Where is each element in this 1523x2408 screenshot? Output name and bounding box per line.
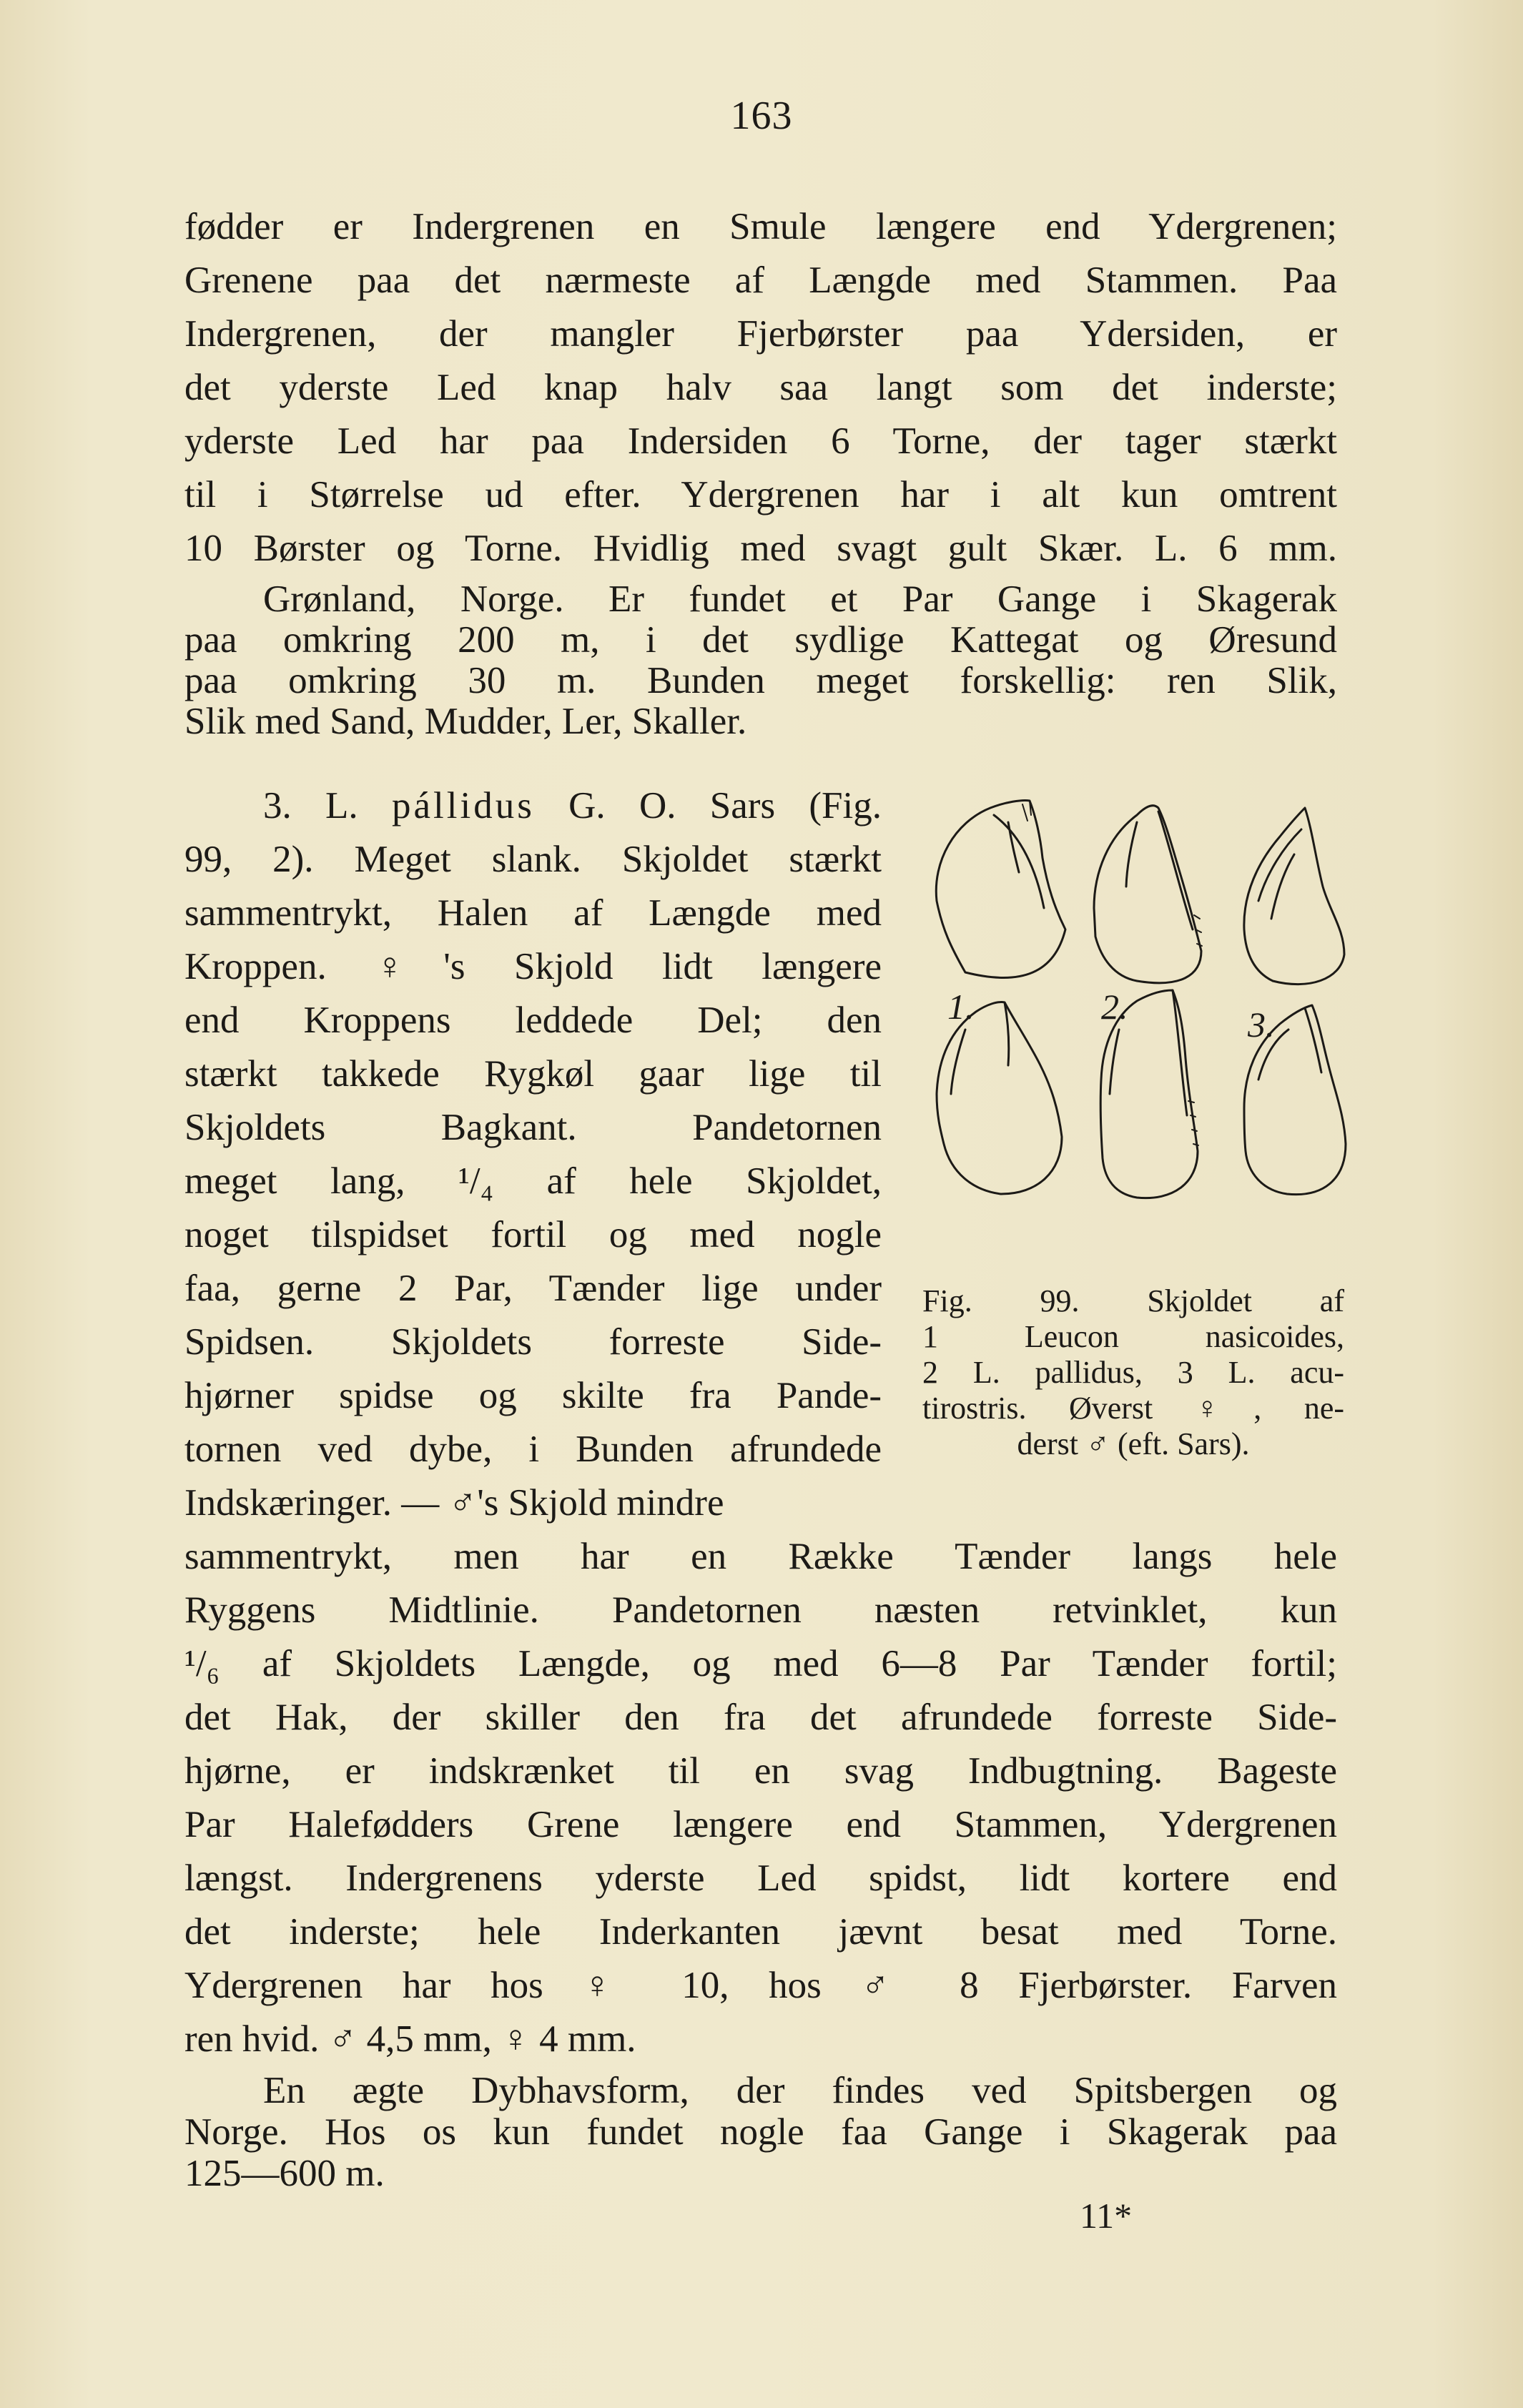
text-line: yderste Led har paa Indersiden 6 Torne, der tager stærkt bbox=[184, 420, 1337, 462]
species-number: 3. L. bbox=[263, 785, 358, 826]
text-line: end Kroppens leddede Del; den bbox=[184, 1000, 882, 1041]
text-line: Grenene paa det nærmeste af Længde med Stammen. Paa bbox=[184, 260, 1337, 301]
paragraph-4 bbox=[184, 2070, 1337, 2194]
caption-line: Fig. 99. Skjoldet af bbox=[922, 1283, 1344, 1318]
text-line: 10 Børster og Torne. Hvidlig med svagt gult Skær. L. 6 mm. bbox=[184, 528, 1337, 569]
text-line: Slik med Sand, Mudder, Ler, Skaller. bbox=[184, 701, 747, 742]
text-line: meget lang, ¹/₄ af hele Skjoldet, bbox=[184, 1160, 882, 1202]
figure-label-3: 3. bbox=[1248, 1005, 1275, 1045]
paragraph-3-continued bbox=[184, 1530, 1337, 2066]
text-line: ¹/₆ af Skjoldets Længde, og med 6—8 Par Tænder fortil; bbox=[184, 1643, 1337, 1684]
text-line: fødder er Indergrenen en Smule længere end Ydergrenen; bbox=[184, 206, 1337, 247]
text-line: paa omkring 200 m, i det sydlige Kattegat og Øresund bbox=[184, 619, 1337, 661]
figure-caption bbox=[922, 1283, 1344, 1462]
paragraph-3-narrow bbox=[184, 779, 882, 1530]
carapace-2-female bbox=[1094, 806, 1202, 983]
text-line: Grønland, Norge. Er fundet et Par Gange i Skagerak bbox=[263, 578, 1337, 620]
text-line: En ægte Dybhavsform, der findes ved Spitsbergen og bbox=[263, 2070, 1337, 2111]
text-line: noget tilspidset fortil og med nogle bbox=[184, 1214, 882, 1255]
text-line: til i Størrelse ud efter. Ydergrenen har i alt kun omtrent bbox=[184, 474, 1337, 515]
species-heading bbox=[184, 779, 882, 833]
text-line: faa, gerne 2 Par, Tænder lige under bbox=[184, 1268, 882, 1309]
text-line: det yderste Led knap halv saa langt som det inderste; bbox=[184, 367, 1337, 408]
text-line: Indskæringer. — ♂'s Skjold mindre bbox=[184, 1482, 724, 1524]
text-line: sammentrykt, Halen af Længde med bbox=[184, 892, 882, 934]
text-line: ren hvid. ♂ 4,5 mm, ♀ 4 mm. bbox=[184, 2018, 636, 2060]
signature-mark: 11* bbox=[1080, 2196, 1133, 2236]
text-line: det inderste; hele Inderkanten jævnt besat med Torne. bbox=[184, 1911, 1337, 1953]
text-line: paa omkring 30 m. Bunden meget forskellig: ren Slik, bbox=[184, 660, 1337, 701]
species-name: pállidus bbox=[392, 785, 535, 826]
figure-label-1: 1. bbox=[947, 987, 975, 1027]
text-line: sammentrykt, men har en Række Tænder langs hele bbox=[184, 1536, 1337, 1577]
figure-label-2: 2. bbox=[1101, 987, 1128, 1027]
text-line: Ryggens Midtlinie. Pandetornen næsten retvinklet, kun bbox=[184, 1589, 1337, 1631]
text-line: Kroppen. ♀'s Skjold lidt længere bbox=[184, 946, 882, 987]
carapace-1-female bbox=[936, 800, 1065, 977]
paragraph-2 bbox=[184, 579, 1337, 742]
text-line: Par Halefødders Grene længere end Stammen, Ydergrenen bbox=[184, 1804, 1337, 1845]
text-line: hjørne, er indskrænket til en svag Indbugtning. Bageste bbox=[184, 1750, 1337, 1792]
carapace-drawings bbox=[922, 794, 1366, 1265]
text-line: 125—600 m. bbox=[184, 2153, 385, 2194]
text-line: stærkt takkede Rygkøl gaar lige til bbox=[184, 1053, 882, 1095]
text-line: Skjoldets Bagkant. Pandetornen bbox=[184, 1107, 882, 1148]
paragraph-1 bbox=[184, 200, 1337, 576]
text-line: Norge. Hos os kun fundet nogle faa Gange i Skagerak paa bbox=[184, 2111, 1337, 2153]
carapace-3-female bbox=[1244, 808, 1344, 985]
text-line: Ydergrenen har hos ♀ 10, hos ♂ 8 Fjerbørster. Farven bbox=[184, 1965, 1337, 2006]
caption-line: 2 L. pallidus, 3 L. acu- bbox=[922, 1355, 1344, 1390]
text-line: længst. Indergrenens yderste Led spidst, lidt kortere end bbox=[184, 1857, 1337, 1899]
carapace-1-male bbox=[937, 1002, 1062, 1194]
species-author: G. O. Sars (Fig. bbox=[568, 785, 882, 826]
text-line: tornen ved dybe, i Bunden afrundede bbox=[184, 1428, 882, 1470]
caption-line: 1 Leucon nasicoides, bbox=[922, 1319, 1344, 1354]
text-line: Indergrenen, der mangler Fjerbørster paa Ydersiden, er bbox=[184, 313, 1337, 355]
text-line: det Hak, der skiller den fra det afrundede forreste Side- bbox=[184, 1697, 1337, 1738]
text-line: hjørner spidse og skilte fra Pande- bbox=[184, 1375, 882, 1416]
text-line: 99, 2). Meget slank. Skjoldet stærkt bbox=[184, 839, 882, 880]
text-line: Spidsen. Skjoldets forreste Side- bbox=[184, 1321, 882, 1363]
caption-line: derst ♂ (eft. Sars). bbox=[1017, 1426, 1250, 1461]
page-number: 163 bbox=[730, 94, 793, 138]
caption-line: tirostris. Øverst ♀, ne- bbox=[922, 1391, 1344, 1426]
figure-99-illustration bbox=[922, 794, 1366, 1265]
